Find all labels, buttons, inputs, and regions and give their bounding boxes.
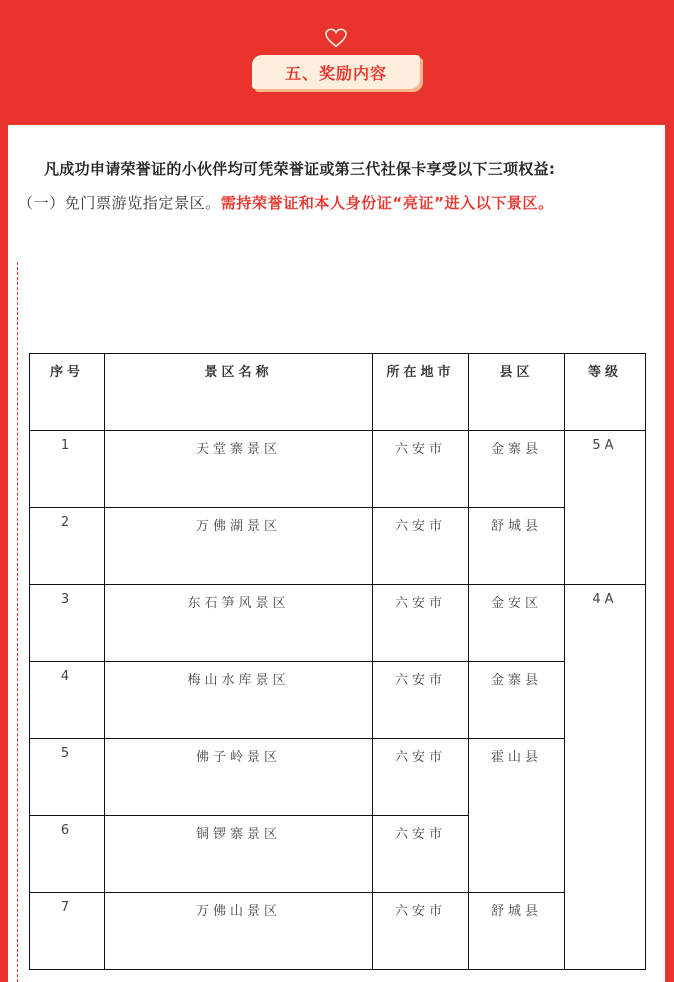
- cell-city: 六安市: [373, 508, 469, 585]
- header-county: 县区: [469, 354, 565, 431]
- cell-county-huoshan: 霍山县: [469, 739, 565, 893]
- cell-no: 2: [30, 508, 105, 585]
- cell-name: 万佛湖景区: [105, 508, 373, 585]
- cell-name: 万佛山景区: [105, 893, 373, 970]
- cell-city: 六安市: [373, 739, 469, 816]
- table-row: [30, 893, 646, 970]
- cell-name: 梅山水库景区: [105, 662, 373, 739]
- table-row: [30, 662, 646, 739]
- benefit-one: [18, 186, 658, 220]
- cell-city: 六安市: [373, 585, 469, 662]
- header-city: 所在地市: [373, 354, 469, 431]
- table-row: [30, 585, 646, 662]
- table-row: [30, 739, 646, 816]
- cell-county: 舒城县: [469, 893, 565, 970]
- table-row: [30, 508, 646, 585]
- header-name: 景区名称: [105, 354, 373, 431]
- cell-no: 5: [30, 739, 105, 816]
- header-grade: 等级: [565, 354, 646, 431]
- cell-grade-5a: 5A: [565, 431, 646, 585]
- intro-text: 凡成功申请荣誉证的小伙伴均可凭荣誉证或第三代社保卡享受以下三项权益:: [44, 160, 556, 178]
- cell-city: 六安市: [373, 662, 469, 739]
- cell-no: 3: [30, 585, 105, 662]
- cell-grade-4a: 4A: [565, 585, 646, 970]
- benefit-one-prefix: （一）免门票游览指定景区。: [18, 194, 221, 212]
- cell-city: 六安市: [373, 431, 469, 508]
- cell-no: 4: [30, 662, 105, 739]
- cell-city: 六安市: [373, 816, 469, 893]
- header-no: 序号: [30, 354, 105, 431]
- scenic-spots-table: [29, 353, 646, 970]
- cell-no: 6: [30, 816, 105, 893]
- heart-icon: [325, 28, 347, 48]
- table-row: [30, 431, 646, 508]
- cell-name: 东石笋风景区: [105, 585, 373, 662]
- cell-city: 六安市: [373, 893, 469, 970]
- cell-no: 1: [30, 431, 105, 508]
- cell-county: 金安区: [469, 585, 565, 662]
- cell-name: 铜锣寨景区: [105, 816, 373, 893]
- cell-name: 天堂寨景区: [105, 431, 373, 508]
- cell-county: 金寨县: [469, 662, 565, 739]
- cell-county: 金寨县: [469, 431, 565, 508]
- benefit-one-highlight: 需持荣誉证和本人身份证“亮证”进入以下景区。: [220, 194, 554, 212]
- cell-no: 7: [30, 893, 105, 970]
- cell-county: 舒城县: [469, 508, 565, 585]
- header-banner: [0, 0, 674, 125]
- section-title: 五、奖励内容: [252, 55, 420, 89]
- table-header-row: [30, 354, 646, 431]
- cell-name: 佛子岭景区: [105, 739, 373, 816]
- dashed-divider: [17, 262, 18, 982]
